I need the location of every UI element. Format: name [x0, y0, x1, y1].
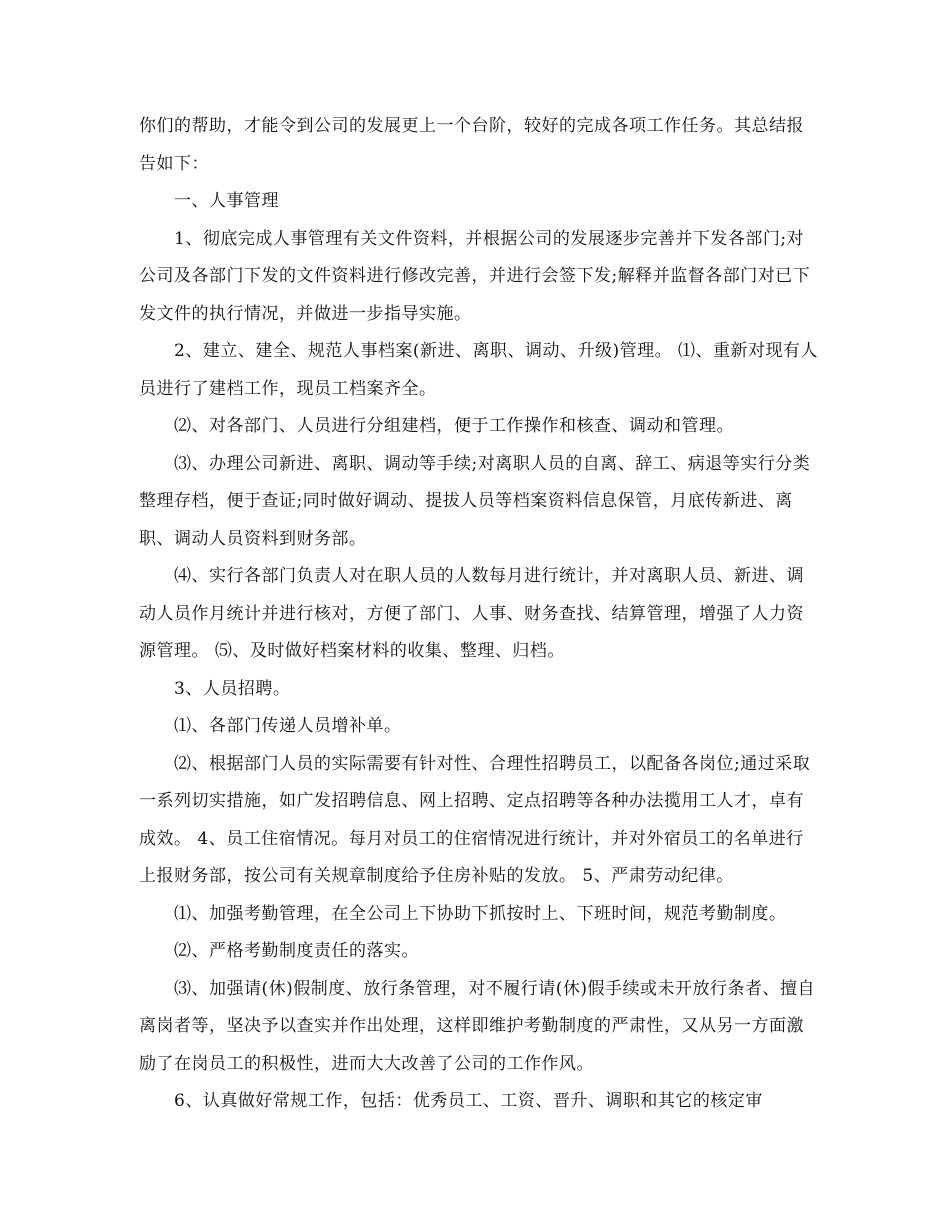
paragraph-subitem-2-4: ⑷、实行各部门负责人对在职人员的人数每月进行统计，并对离职人员、新进、调动人员作月统计并进行核对，方便了部门、人事、财务查找、结算管理，增强了人力资源管理。 ⑸、及时做好档案材料的收集、整理、归档。	[139, 566, 804, 661]
paragraph-subitem-2-2: ⑵、对各部门、人员进行分组建档，便于工作操作和核查、调动和管理。	[174, 416, 734, 436]
section-heading-personnel: 一、人事管理	[174, 191, 279, 211]
paragraph-item-6: 6、认真做好常规工作，包括：优秀员工、工资、晋升、调职和其它的核定审	[174, 1091, 763, 1111]
paragraph-item-1: 1、彻底完成人事管理有关文件资料，并根据公司的发展逐步完善并下发各部门;对公司及各部门下发的文件资料进行修改完善，并进行会签下发;解释并监督各部门对已下发文件的执行情况，并做进一步指导实施。	[139, 228, 811, 324]
paragraph-subitem-5-1: ⑴、加强考勤管理，在全公司上下协助下抓按时上、下班时间，规范考勤制度。	[174, 903, 787, 924]
paragraph-subitem-3-2: ⑵、根据部门人员的实际需要有针对性、合理性招聘员工，以配备各岗位;通过采取一系列切实措施，如广发招聘信息、网上招聘、定点招聘等各种办法揽用工人才，卓有成效。 4、员工住宿情况。每月对员工的住宿情况进行统计，并对外宿员工的名单进行上报财务部，按公司有关规章制度给予住房补贴的发放。 5、严肃劳动纪律。	[139, 753, 811, 886]
document-body	[139, 108, 819, 1121]
paragraph-intro: 你们的帮助，才能令到公司的发展更上一个台阶，较好的完成各项工作任务。其总结报告如下：	[139, 116, 804, 174]
paragraph-subitem-3-1: ⑴、各部门传递人员增补单。	[174, 716, 402, 736]
paragraph-item-3: 3、人员招聘。	[174, 678, 291, 699]
paragraph-subitem-2-3: ⑶、办理公司新进、离职、调动等手续;对离职人员的自离、辞工、病退等实行分类整理存档，便于查证;同时做好调动、提拔人员等档案资料信息保管，月底传新进、离职、调动人员资料到财务部。	[139, 453, 811, 549]
paragraph-item-2: 2、建立、建全、规范人事档案(新进、离职、调动、升级)管理。 ⑴、重新对现有人员进行了建档工作，现员工档案齐全。	[139, 341, 818, 399]
paragraph-subitem-5-2: ⑵、严格考勤制度责任的落实。	[174, 941, 419, 961]
paragraph-subitem-5-3: ⑶、加强请(休)假制度、放行条管理，对不履行请(休)假手续或未开放行条者、擅自离岗者等，坚决予以查实并作出处理，这样即维护考勤制度的严肃性，又从另一方面激励了在岗员工的积极性，进而大大改善了公司的工作作风。	[139, 978, 816, 1074]
